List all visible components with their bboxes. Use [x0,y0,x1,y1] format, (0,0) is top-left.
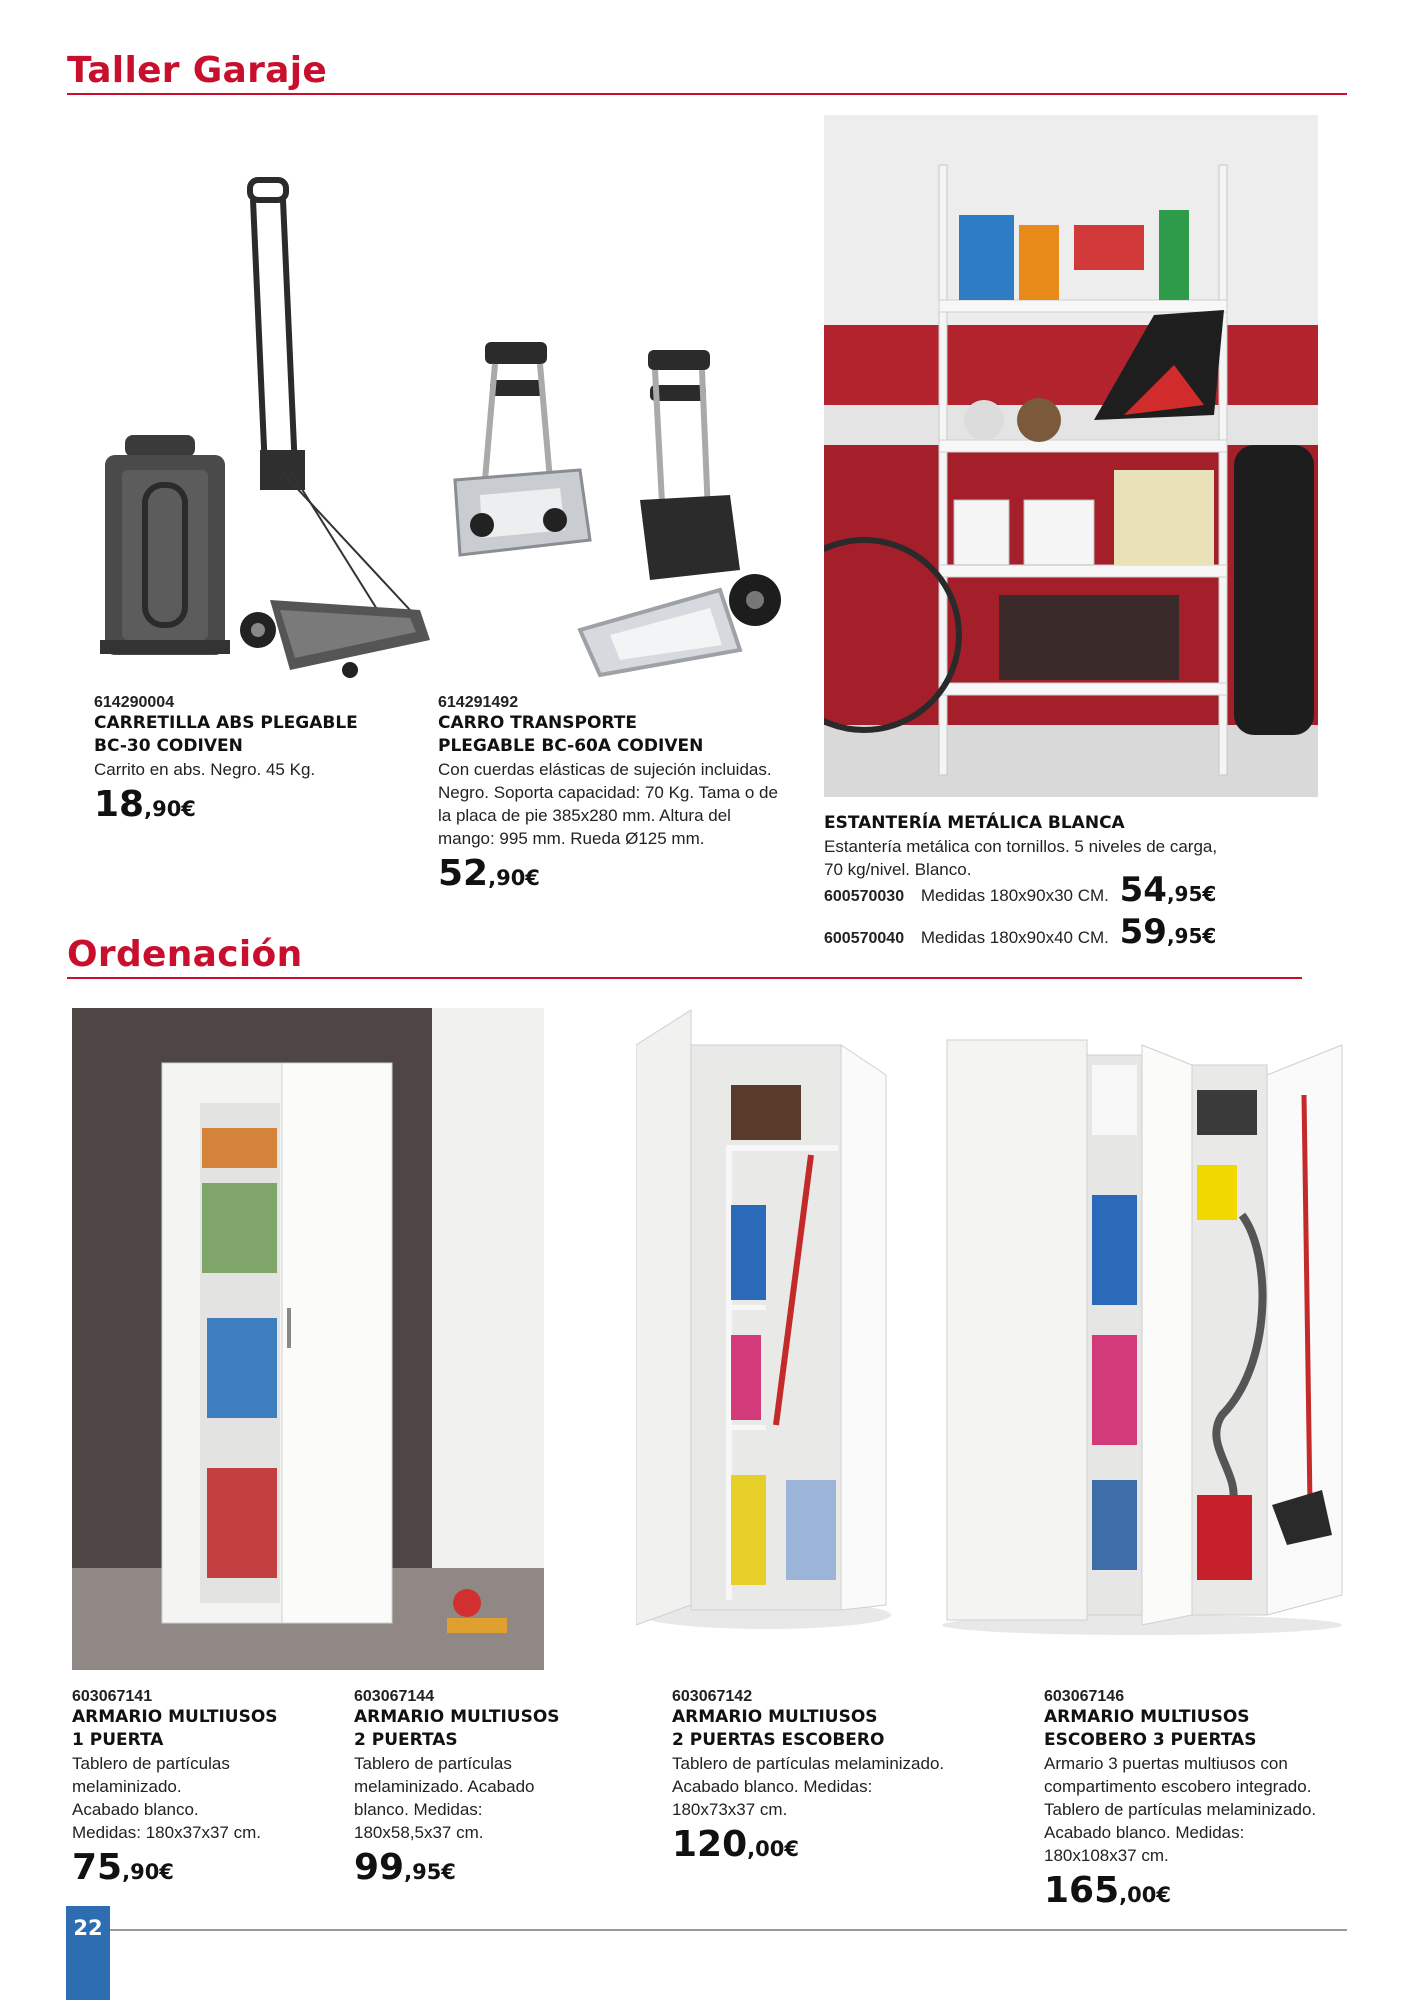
product-description-line: Tablero de partículas [354,1754,512,1773]
product-description-line: Tablero de partículas [72,1754,230,1773]
product-description-line: Armario 3 puertas multiusos con [1044,1754,1288,1773]
product-description-line: 180x58,5x37 cm. [354,1823,484,1842]
product-description-line: 180x73x37 cm. [672,1800,788,1819]
product-description-line: compartimento escobero integrado. [1044,1777,1312,1796]
product-price: 99,95€ [354,1847,456,1888]
armario-3-puertas-photo [942,1035,1350,1635]
product-description: Carrito en abs. Negro. 45 Kg. [94,760,316,779]
product-description-line: mango: 995 mm. Rueda Ø125 mm. [438,829,705,848]
page-number-badge [66,1906,110,2000]
footer-divider [110,1929,1347,1931]
product-description-line: 70 kg/nivel. Blanco. [824,860,972,879]
variant-row [824,870,1216,910]
product-description-line: blanco. Medidas: [354,1800,483,1819]
estanteria-photo [824,115,1318,797]
carro-image [450,330,800,690]
product-name-line2: 2 PUERTAS ESCOBERO [672,1730,885,1750]
product-armario-2-puertas [354,1688,634,1892]
variant-price: 54,95€ [1119,870,1217,910]
product-name-line2: BC-30 CODIVEN [94,736,243,756]
product-price: 18,90€ [94,784,196,825]
product-name: ESTANTERÍA METÁLICA BLANCA [824,813,1125,833]
product-description-line: Tablero de partículas melaminizado. [672,1754,945,1773]
product-price: 165,00€ [1044,1870,1171,1911]
product-name-line1: CARRETILLA ABS PLEGABLE [94,713,358,733]
product-code: 614291492 [438,694,519,711]
page-number: 22 [73,1916,103,1940]
variant-row [824,912,1216,952]
product-price: 52,90€ [438,853,540,894]
product-price: 75,90€ [72,1847,174,1888]
variant-price: 59,95€ [1119,912,1217,952]
product-description-line: Acabado blanco. Medidas: [672,1777,873,1796]
product-name-line1: ARMARIO MULTIUSOS [72,1707,278,1727]
product-name-line2: 2 PUERTAS [354,1730,458,1750]
product-code: 603067144 [354,1688,435,1705]
armario-room-photo [72,1008,544,1670]
section-divider [67,93,1347,95]
product-armario-1-puerta [72,1688,352,1892]
product-description-line: Con cuerdas elásticas de sujeción incluidas. [438,760,772,779]
product-armario-escobero-3-puertas [1044,1688,1364,1915]
variant-code: 600570030 [824,888,905,905]
section-title-taller-garaje: Taller Garaje [67,50,328,91]
product-description-line: Acabado blanco. Medidas: [1044,1823,1245,1842]
product-carro [438,694,798,898]
product-description-line: melaminizado. [72,1777,182,1796]
variant-size: Medidas 180x90x40 CM. [920,928,1109,947]
product-description-line: Negro. Soporta capacidad: 70 Kg. Tama o de [438,783,778,802]
product-code: 603067141 [72,1688,153,1705]
product-code: 603067146 [1044,1688,1125,1705]
product-name-line1: ARMARIO MULTIUSOS [1044,1707,1250,1727]
section-title-ordenacion: Ordenación [67,934,303,975]
product-name-line1: ARMARIO MULTIUSOS [672,1707,878,1727]
product-code: 603067142 [672,1688,753,1705]
product-name-line2: ESCOBERO 3 PUERTAS [1044,1730,1257,1750]
product-name-line1: ARMARIO MULTIUSOS [354,1707,560,1727]
variant-size: Medidas 180x90x30 CM. [920,886,1109,905]
variant-code: 600570040 [824,930,905,947]
product-price: 120,00€ [672,1824,799,1865]
product-description-line: Estantería metálica con tornillos. 5 niveles de carga, [824,837,1218,856]
product-description-line: Medidas: 180x37x37 cm. [72,1823,261,1842]
section-divider [67,977,1302,979]
product-carretilla [94,694,414,829]
product-description-line: 180x108x37 cm. [1044,1846,1169,1865]
product-description-line: la placa de pie 385x280 mm. Altura del [438,806,731,825]
product-armario-2-puertas-escobero [672,1688,1012,1869]
product-name-line2: PLEGABLE BC-60A CODIVEN [438,736,704,756]
armario-escobero-photo [636,1005,896,1635]
product-code: 614290004 [94,694,175,711]
product-name-line2: 1 PUERTA [72,1730,164,1750]
product-description-line: Acabado blanco. [72,1800,199,1819]
product-description-line: melaminizado. Acabado [354,1777,535,1796]
product-name-line1: CARRO TRANSPORTE [438,713,637,733]
product-description-line: Tablero de partículas melaminizado. [1044,1800,1317,1819]
carretilla-image [90,170,440,680]
